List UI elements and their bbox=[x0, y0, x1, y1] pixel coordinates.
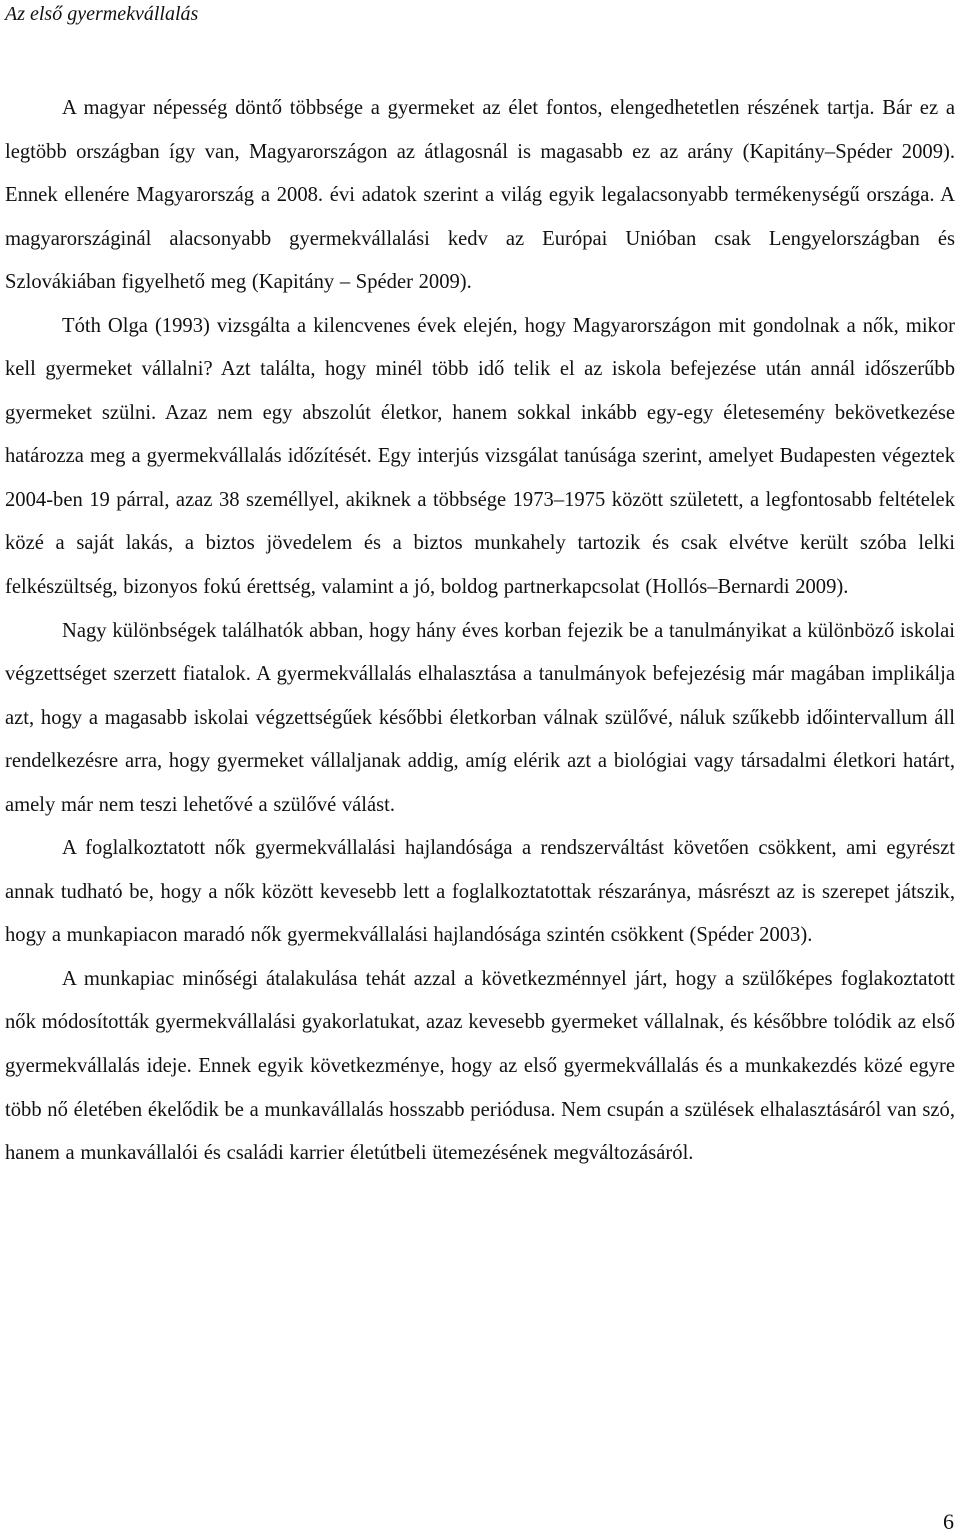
paragraph-2: Tóth Olga (1993) vizsgálta a kilencvenes évek elején, hogy Magyarországon mit gondolnak a nők, mikor kell gyermeket vállalni? Azt találta, hogy minél több idő telik el az iskola befejezése után annál időszerűbb gyermeket szülni. Azaz nem egy abszolút életkor, hanem sokkal inkább egy-egy életesemény bekövetkezése határozza meg a gyermekvállalás időzítését. Egy interjús vizsgálat tanúsága szerint, amelyet Budapesten végeztek 2004-ben 19 párral, azaz 38 személlyel, akiknek a többsége 1973–1975 között született, a legfontosabb feltételek közé a saját lakás, a biztos jövedelem és a biztos munkahely tartozik és csak elvétve került szóba lelki felkészültség, bizonyos fokú érettség, valamint a jó, boldog partnerkapcsolat (Hollós–Bernardi 2009). bbox=[5, 314, 955, 599]
paragraph-3: Nagy különbségek találhatók abban, hogy hány éves korban fejezik be a tanulmányikat a különböző iskolai végzettséget szerzett fiatalok. A gyermekvállalás elhalasztása a tanulmányok befejezésig már magában implikálja azt, hogy a magasabb iskolai végzettségűek későbbi életkorban válnak szülővé, náluk szűkebb időintervallum áll rendelkezésre arra, hogy gyermeket vállaljanak addig, amíg elérik azt a biológiai vagy társadalmi életkori határt, amely már nem teszi lehetővé a szülővé válást. bbox=[5, 619, 955, 816]
body-text bbox=[5, 87, 955, 1176]
paragraph-1: A magyar népesség döntő többsége a gyermeket az élet fontos, elengedhetetlen részének tartja. Bár ez a legtöbb országban így van, Magyarországon az átlagosnál is magasabb ez az arány (Kapitány–Spéder 2009). Ennek ellenére Magyarország a 2008. évi adatok szerint a világ egyik legalacsonyabb termékenységű országa. A magyarországinál alacsonyabb gyermekvállalási kedv az Európai Unióban csak Lengyelországban és Szlovákiában figyelhető meg (Kapitány – Spéder 2009). bbox=[5, 97, 955, 294]
document-page bbox=[5, 0, 955, 1176]
paragraph-4: A foglalkoztatott nők gyermekvállalási hajlandósága a rendszerváltást követően csökkent, ami egyrészt annak tudható be, hogy a nők között kevesebb lett a foglalkoztatottak részaránya, másrészt az is szerepet játszik, hogy a munkapiacon maradó nők gyermekvállalási hajlandósága szintén csökkent (Spéder 2003). bbox=[5, 837, 955, 947]
paragraph-5: A munkapiac minőségi átalakulása tehát azzal a következménnyel járt, hogy a szülőképes foglakoztatott nők módosították gyermekvállalási gyakorlatukat, azaz kevesebb gyermeket vállalnak, és későbbre tolódik az első gyermekvállalás ideje. Ennek egyik következménye, hogy az első gyermekvállalás és a munkakezdés közé egyre több nő életében ékelődik be a munkavállalás hosszabb periódusa. Nem csupán a szülések elhalasztásáról van szó, hanem a munkavállalói és családi karrier életútbeli ütemezésének megváltozásáról. bbox=[5, 967, 955, 1165]
page-number: 6 bbox=[943, 1509, 954, 1534]
section-heading: Az első gyermekvállalás bbox=[5, 3, 199, 25]
